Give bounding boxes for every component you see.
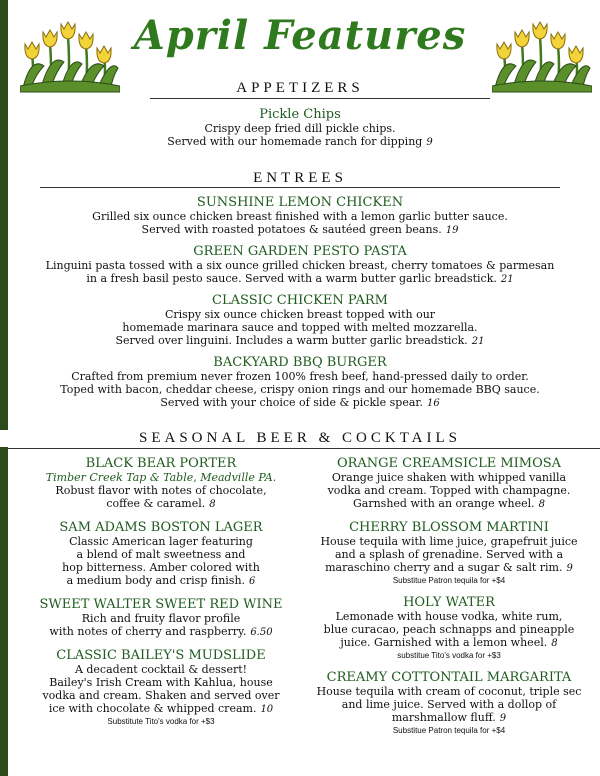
item-desc-line: Toped with bacon, cheddar cheese, crispy onion rings and our homemade BBQ sauce. [60,383,540,396]
item-desc-line: and lime juice. Served with a dollop of [341,698,557,711]
drinks-right-column [308,456,590,745]
menu-item [20,648,302,727]
menu-item [0,293,600,348]
item-price: 21 [471,336,485,347]
item-price: 8 [209,499,216,510]
item-name: SAM ADAMS BOSTON LAGER [59,520,263,535]
item-price: 8 [551,638,558,649]
item-desc-line: with notes of cherry and raspberry. 6.50 [49,625,273,638]
drinks-divider [8,448,600,449]
menu-item [0,195,600,237]
entrees-heading: ENTREES [253,170,347,186]
entrees-list [0,195,600,417]
item-price: 19 [445,225,459,236]
page-title: April Features [133,12,467,59]
item-desc-line: maraschino cherry and a sugar & salt rim. 9 [325,561,573,574]
item-name: CHERRY BLOSSOM MARTINI [349,520,549,535]
item-desc-line: Served over linguini. Includes a warm butter garlic breadstick. 21 [115,334,485,347]
drinks-left-column [20,456,302,736]
item-price: 9 [426,137,433,148]
item-desc-line: Orange juice shaken with whipped vanilla [331,471,567,484]
item-desc-line: Garnshed with an orange wheel. 8 [352,497,546,510]
item-desc-line: ice with chocolate & whipped cream. 10 [48,702,274,715]
item-desc-line: House tequila with lime juice, grapefruit juice [320,535,578,548]
item-desc-line: hop bitterness. Amber colored with [62,561,260,574]
item-name: CLASSIC CHICKEN PARM [212,293,388,308]
menu-item [308,595,590,661]
menu-item [20,456,302,511]
item-price: 16 [426,398,440,409]
menu-item [0,355,600,410]
item-desc-line: Served with roasted potatoes & sautéed green beans. 19 [141,223,459,236]
item-desc-line: Crispy six ounce chicken breast topped with our [164,308,436,321]
item-desc-line: Classic American lager featuring [69,535,253,548]
item-desc-line: Robust flavor with notes of chocolate, [55,484,267,497]
item-desc-line: vodka and cream. Topped with champagne. [327,484,571,497]
menu-item [20,520,302,588]
appetizers-heading: APPETIZERS [236,80,364,96]
item-desc-line: coffee & caramel. 8 [106,497,216,510]
menu-item [308,456,590,511]
item-desc-line: a medium body and crisp finish. 6 [66,574,256,587]
item-desc-line: vodka and cream. Shaken and served over [42,689,280,702]
item-desc-line: Served with your choice of side & pickle spear. 16 [160,396,440,409]
menu-item [0,244,600,286]
item-desc-line: Served with our homemade ranch for dipping 9 [167,135,433,148]
item-desc-line: Grilled six ounce chicken breast finished with a lemon garlic butter sauce. [92,210,508,223]
item-name: HOLY WATER [403,595,495,610]
item-price: 10 [260,704,274,715]
item-name: SWEET WALTER SWEET RED WINE [39,597,283,612]
item-name: BACKYARD BBQ BURGER [213,355,387,370]
menu-item [308,670,590,736]
item-name: SUNSHINE LEMON CHICKEN [196,195,404,210]
item-desc-line: blue curacao, peach schnapps and pineapple [323,623,575,636]
item-desc-line: homemade marinara sauce and topped with melted mozzarella. [122,321,478,334]
item-desc-line: Crispy deep fried dill pickle chips. [204,122,396,135]
item-name: BLACK BEAR PORTER [85,456,237,471]
item-name: CREAMY COTTONTAIL MARGARITA [326,670,572,685]
item-price: 6 [249,576,256,587]
item-desc-line: and a splash of grenadine. Served with a [334,548,564,561]
item-desc-line: Crafted from premium never frozen 100% fresh beef, hand-pressed daily to order. [71,370,529,383]
item-desc-line: marshmallow fluff. 9 [391,711,507,724]
item-subtitle: Timber Creek Tap & Table, Meadville PA. [45,471,277,484]
menu-item [308,520,590,586]
item-desc-line: Linguini pasta tossed with a six ounce grilled chicken breast, cherry tomatoes & parmesan [45,259,555,272]
item-price: 8 [538,499,546,510]
item-desc-line: Rich and fruity flavor profile [81,612,241,625]
entrees-divider [40,187,560,188]
menu-item [20,597,302,639]
item-desc-line: House tequila with cream of coconut, triple sec [316,685,582,698]
item-name: Pickle Chips [259,107,341,122]
appetizer-item [0,107,600,149]
item-note: Substitue Patron tequila for +$4 [392,726,506,735]
item-price: 9 [566,563,573,574]
item-desc-line: in a fresh basil pesto sauce. Served with a warm butter garlic breadstick. 21 [86,272,514,285]
item-note: Substitute Tito's vodka for +$3 [107,717,215,726]
item-desc-line: a blend of malt sweetness and [76,548,246,561]
item-desc-line: Bailey's Irish Cream with Kahlua, house [49,676,273,689]
item-name: CLASSIC BAILEY'S MUDSLIDE [56,648,266,663]
item-price: 21 [500,274,514,285]
item-desc-line: A decadent cocktail & dessert! [74,663,248,676]
item-name: ORANGE CREAMSICLE MIMOSA [336,456,562,471]
item-note: Substitue Patron tequila for +$4 [392,576,506,585]
item-name: GREEN GARDEN PESTO PASTA [193,244,407,259]
item-desc-line: juice. Garnished with a lemon wheel. 8 [340,636,558,649]
item-note: substitue Tito's vodka for +$3 [397,651,501,660]
drinks-heading: SEASONAL BEER & COCKTAILS [0,430,600,447]
item-desc-line: Lemonade with house vodka, white rum, [335,610,563,623]
item-price: 6.50 [250,627,273,638]
item-price: 9 [499,713,507,724]
appetizers-divider [150,98,490,99]
